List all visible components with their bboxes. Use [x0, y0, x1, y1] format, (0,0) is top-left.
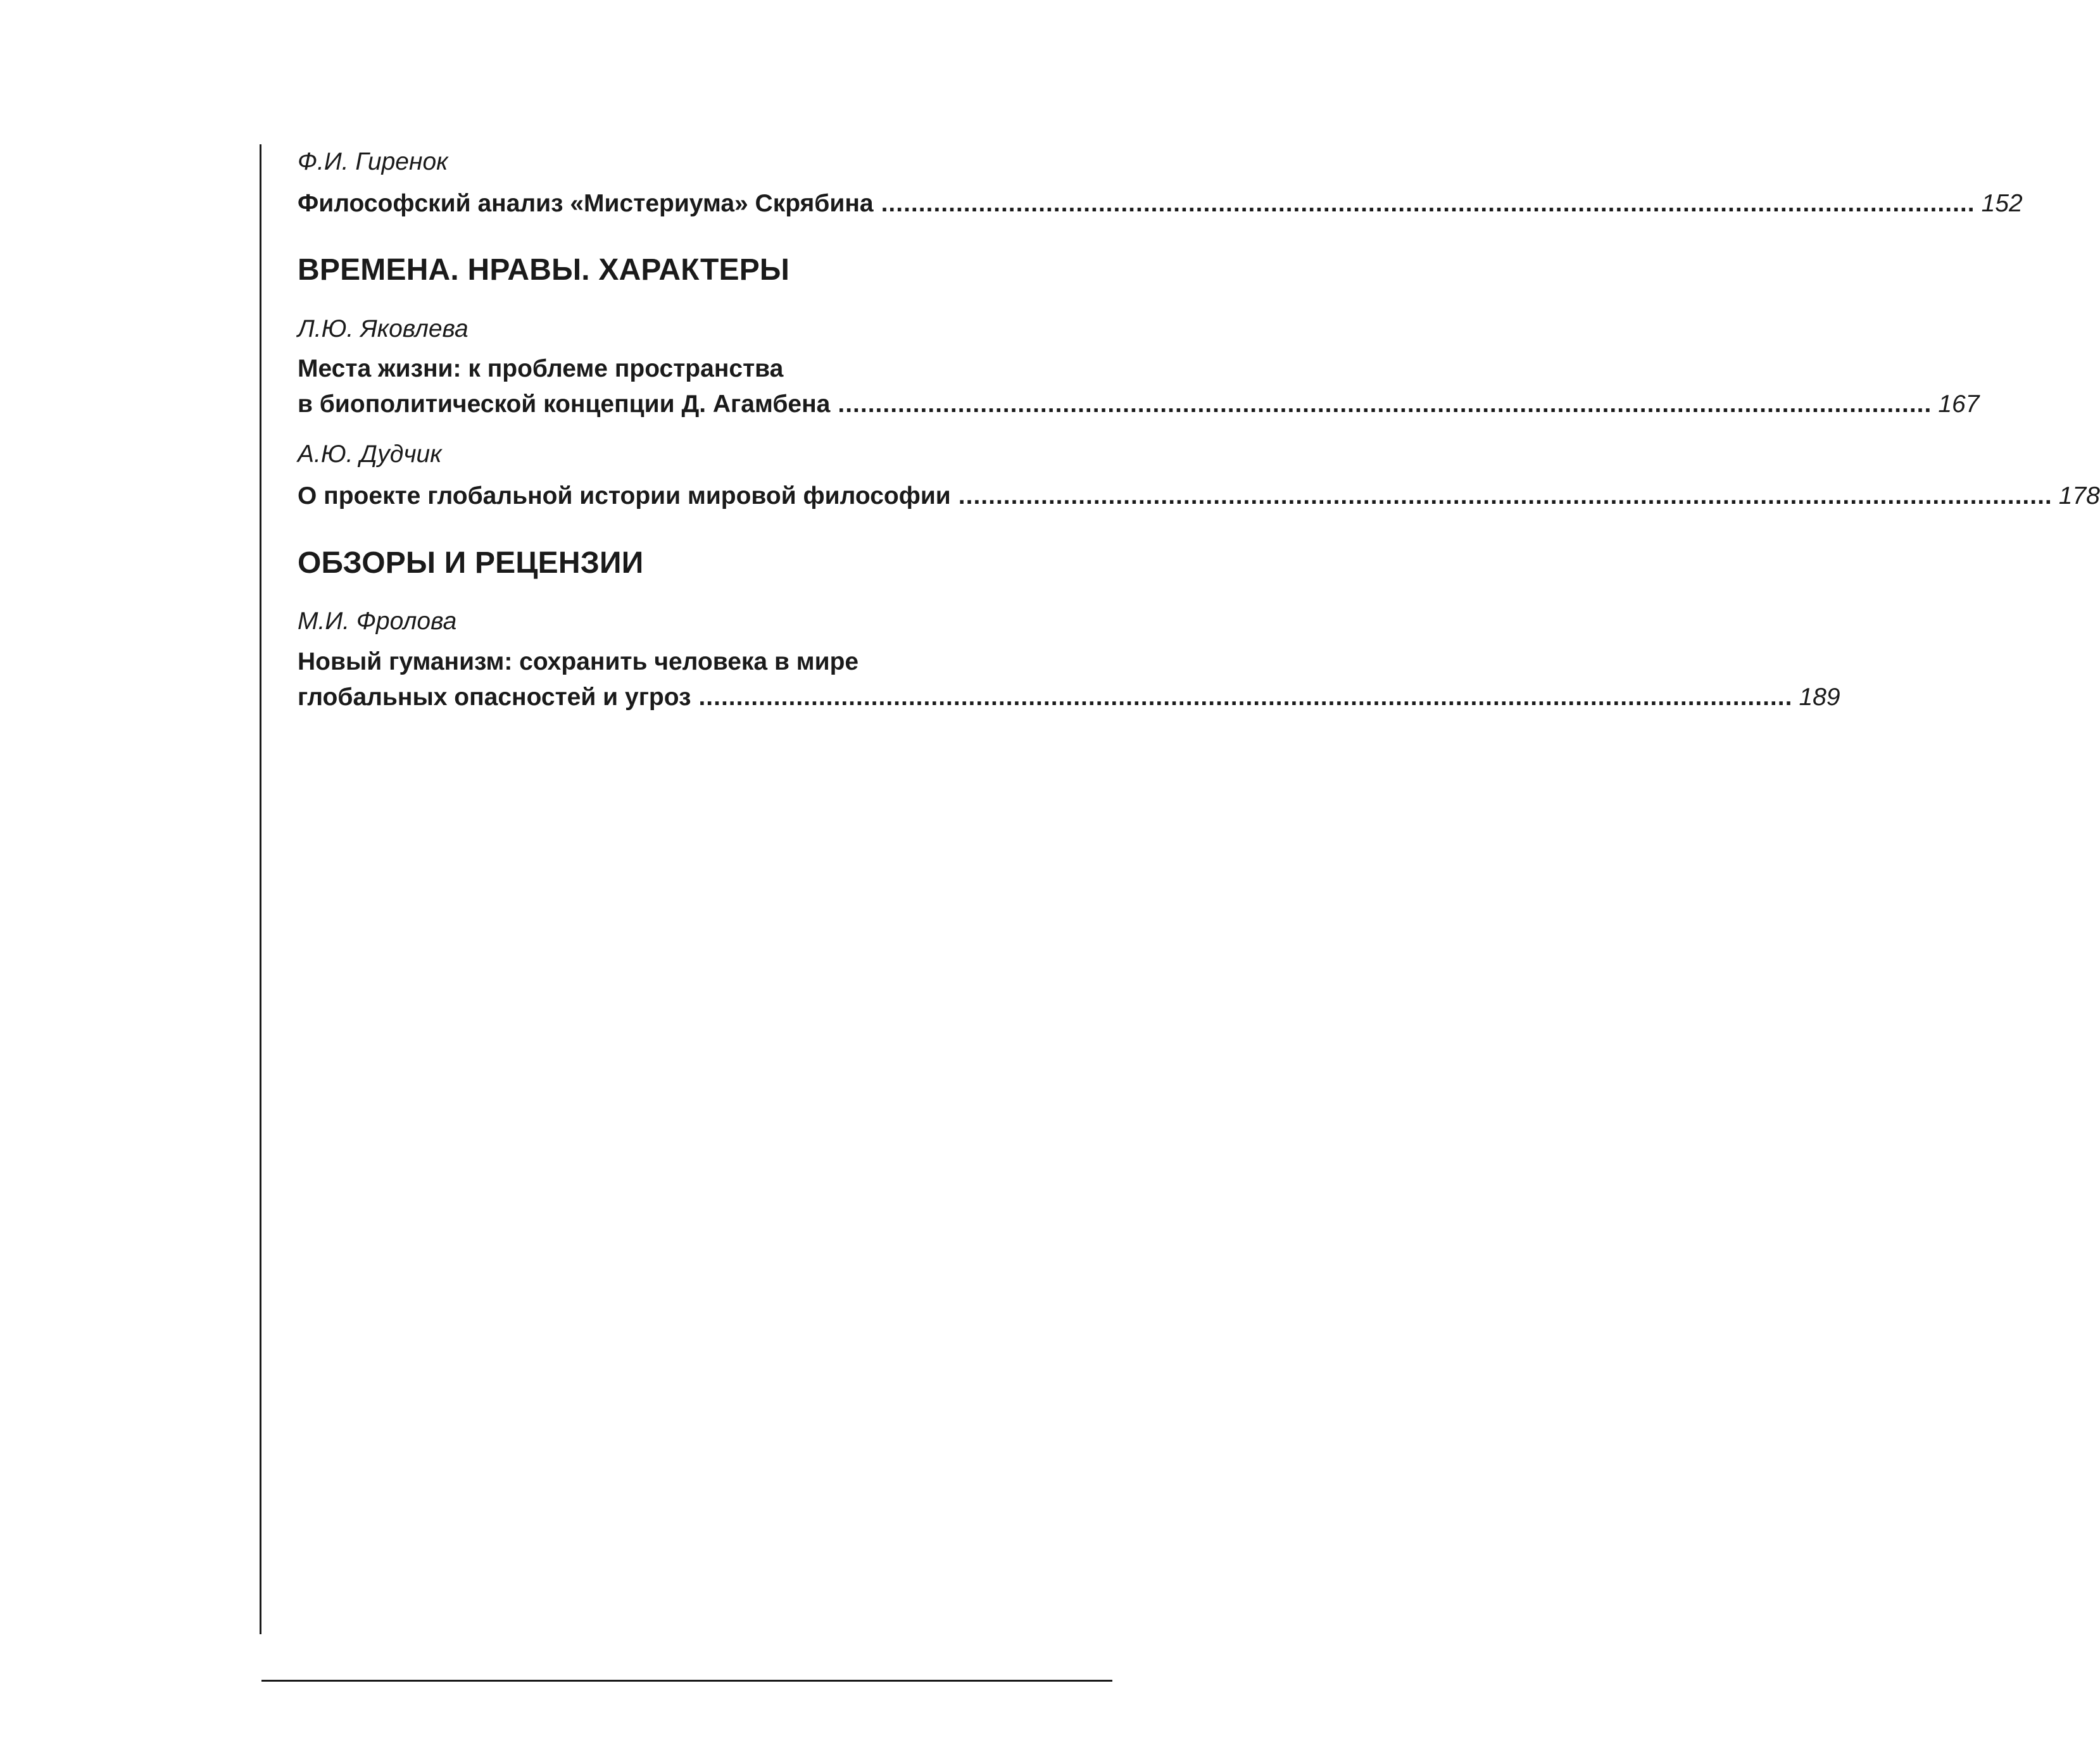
section-heading: ВРЕМЕНА. НРАВЫ. ХАРАКТЕРЫ: [298, 253, 790, 287]
entry-title-continued: в биополитической концепции Д. Агамбена: [298, 391, 831, 418]
entry-title-line[interactable]: [298, 482, 2100, 510]
page-number: 178: [2058, 482, 2100, 510]
entry-title-line[interactable]: [298, 391, 1980, 418]
entry-title-line[interactable]: [298, 684, 1840, 711]
page-number: 152: [1981, 190, 2023, 217]
bottom-horizontal-rule: [261, 1680, 1112, 1682]
page-number: 189: [1799, 684, 1840, 711]
entry-author: М.И. Фролова: [298, 608, 457, 635]
entry-author: А.Ю. Дудчик: [298, 441, 442, 468]
entry-title: О проекте глобальной истории мировой философии: [298, 482, 951, 510]
entry-title-line[interactable]: [298, 190, 2023, 217]
table-of-contents: [298, 0, 2100, 760]
section-heading: ОБЗОРЫ И РЕЦЕНЗИИ: [298, 546, 644, 580]
entry-title: Философский анализ «Мистериума» Скрябина: [298, 190, 874, 217]
entry-title[interactable]: Новый гуманизм: сохранить человека в мире: [298, 648, 859, 675]
page-number: 167: [1938, 391, 1980, 418]
dot-leader: ..................................................................................................................................................: [958, 482, 2053, 510]
dot-leader: ..................................................................................................................................................: [881, 190, 1975, 217]
entry-author: Ф.И. Гиренок: [298, 148, 448, 175]
entry-title-continued: глобальных опасностей и угроз: [298, 684, 691, 711]
entry-author: Л.Ю. Яковлева: [298, 315, 468, 342]
dot-leader: ..................................................................................................................................................: [838, 391, 1932, 418]
left-vertical-rule: [260, 144, 261, 1634]
entry-title[interactable]: Места жизни: к проблеме пространства: [298, 355, 784, 382]
dot-leader: ..................................................................................................................................................: [698, 684, 1793, 711]
